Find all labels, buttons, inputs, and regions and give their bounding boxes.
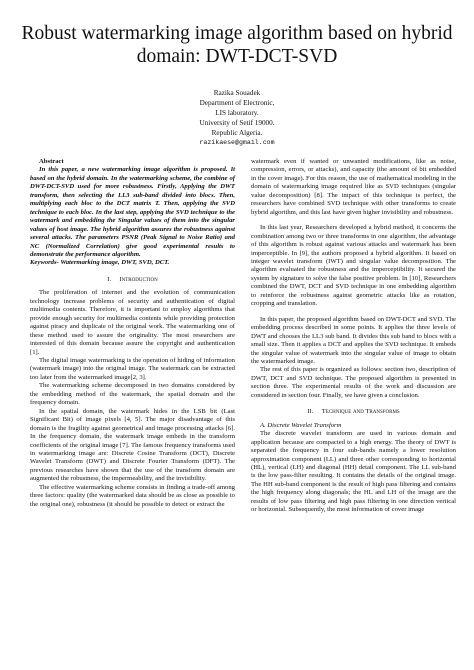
body-paragraph: In this last year, Researchers developed a hybrid method, it concerns the combination among two or three transforms in one algorithm, the advantage of this algorithm is robust against various attacks and watermark has been imperceptible. In [9], the authors proposed a hybrid algorithm. It based on integer wavelet transform (IWT) and singular value decomposition. The algorithm evaluated the robustness and the imperceptibility. It secured the system by signature to solve the false positive problem. In [10], Researchers combined the DWT, DCT and SVD technique in one embedding algorithm to reinforce the robustness against geometric attacks like as rotation, cropping and translation. xyxy=(251,224,456,308)
author-block xyxy=(137,88,337,148)
body-paragraph: In this paper, the proposed algorithm based on DWT-DCT and SVD. The embedding process described in some points. It applies the three levels of DWT and chooses the LL3 sub band. It divides this sub band to blocs with a small size. Then it applies a DCT and applies the SVD technique. It embeds the singular value of watermark into the singular value of image to obtain the watermarked image. xyxy=(251,315,456,365)
right-column xyxy=(251,158,456,515)
author-email[interactable]: razikaese@gmail.com xyxy=(199,139,275,146)
body-paragraph: The rest of this paper is organized as follows: section two, description of DWT, DCT and SVD technique. The proposed algorithm is presented in section three. The experimental results of the work and discussion are considered in section four. Finally, we have given a conclusion. xyxy=(251,366,456,399)
author-affiliation-line: Department of Electronic, xyxy=(199,99,275,107)
author-affiliation-line: Republic Algeria. xyxy=(211,129,263,137)
body-paragraph: In the spatial domain, the watermark hides in the LSB bit (Last Significant Bit) of image pixels [4, 5]. The major disadvantage of this domain is the fragility against geometrical and image processing attacks [6]. In the frequency domain, the watermark image embeds in the transform coefficients of the original image [7]. The famous frequency transforms used in watermarking image are: Discrete Cosine Transform (DCT), Discrete Wavelet Transform (DWT) and Discrete Fourier Transform (DFT). The previous researches have shown that the use of the transform domain are augmented the robustness, the impermeability, and the invisibility. xyxy=(30,407,235,483)
abstract-text: In this paper, a new watermarking image algorithm is proposed. It based on the hybrid domain. In the watermarking scheme, the combine of DWT-DCT-SVD used for more robustness. Firstly, Applying the DWT transform, then selecting the LL3 sub-band divided into blocs. Then, multiplying each bloc to the DCT matrix T. Then, applying the SVD technique to each bloc. In the last step, applying the SVD technique to the watermark and embedding the Singular values of them into the singular values of host image. The hybrid algorithm assures the robustness against several attacks. The parameters PSNR (Peak Signal to Noise Ratio) and NC (Normalized Correlation) give good experimental results to demonstrate the performance algorithm. xyxy=(30,166,235,258)
section-number: II. xyxy=(307,408,314,416)
left-column xyxy=(30,158,235,509)
section-title: Technique and Transforms xyxy=(321,408,400,416)
section-title: Introduction xyxy=(119,275,158,283)
subsection-heading: A. Discrete Wavelet Transform xyxy=(260,421,342,429)
section-heading-techniques xyxy=(251,408,456,416)
body-paragraph: The effective watermarking scheme consists in finding a trade-off among three factors: quality (the watermarked data should be as close as possible to the original one), robustness (it should be possible to detect or extract the xyxy=(30,483,235,508)
author-affiliation-line: University of Setif 19000. xyxy=(199,119,275,127)
body-paragraph: watermark even if wanted or unwanted modifications, like as noise, compression, errors, or attacks), and capacity (the amount of bit embedded in the cover image). For this reason, the use of mathematical modeling in the domain of watermarking image required like as SVD techniques (singular value decomposition) [8]. The impact of this technique is perfect, the researchers have combined SVD technique with other transforms to create hybrid algorithm, and this last have given higher invisibility and robustness. xyxy=(251,158,456,216)
body-paragraph: The proliferation of internet and the evolution of communication technology increase problems of security and authentication of digital multimedia contents. Therefore, it is important to employ algorithms that provide enough security for multimedia contents while providing protection against piracy and duplicate of the original work. The watermarking one of these method used to assure the originality. The most researchers are interested of this domain because assure the copyright and authentication [1]. xyxy=(30,289,235,356)
body-paragraph: The discrete wavelet transform are used in various domain and application because are compacted to a high energy. The theory of DWT is separated the frequency in four sub-bands namely a lower resolution approximation component (LL) and three other corresponding to horizontal (HL), vertical (LH) and diagonal (HH) detail component. The LL sub-band is the low pass-filter resulting. It contains the details of the original image. The HH sub-band component is the result of high pass filtering and contains the high frequency along diagonals; the HL and LH of the image are the results of low pass filtering and high pass filtering in one direction vertical or horizontal. Subsequently, the most information of cover image xyxy=(251,430,456,514)
author-name: Razika Souadek xyxy=(213,89,261,97)
abstract-heading: Abstract xyxy=(39,158,64,165)
author-affiliation-line: LIS laboratory. xyxy=(215,109,259,117)
body-paragraph: The digital image watermarking is the operation of hiding of information (watermark image) into the original image. The watermark can be extracted too later from the watermarked image[2, 3]. xyxy=(30,356,235,381)
body-paragraph: The watermarking scheme decomposed in two domains considered by the embedding method of the watermark, the spatial domain and the frequency domain. xyxy=(30,382,235,407)
paper-title: Robust watermarking image algorithm based on hybrid domain: DWT-DCT-SVD xyxy=(21,23,453,67)
section-heading-introduction xyxy=(30,276,235,284)
keywords: Keywords- Watermarking image, DWT, SVD, DCT. xyxy=(30,259,170,267)
section-number: I. xyxy=(107,275,112,283)
